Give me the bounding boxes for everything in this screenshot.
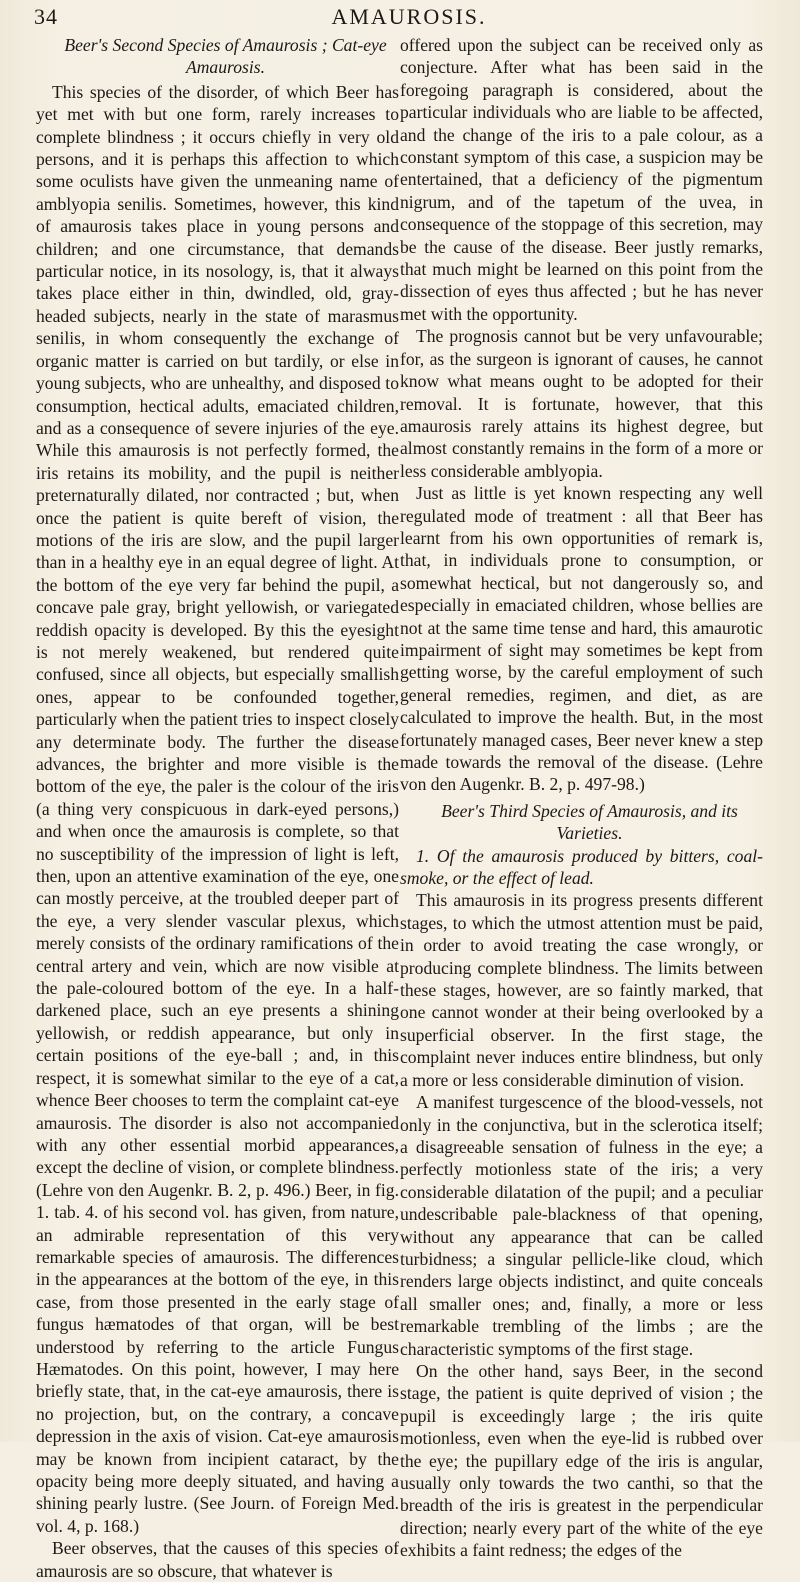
section-heading-third-species: Beer's Third Species of Amaurosis, and its (441, 800, 738, 821)
paragraph: Just as little is yet known respecting any well regulated mode of treatment : all that Beer has learnt from his own opportunities of remark is, that, in individuals prone to consumption, or somewhat hectical, but not dangerously so, and especially in emaciated children, whose bellies are not at the same time tense and hard, this amaurotic impairment of sight may sometimes be kept from getting worse, by the careful employment of such general remedies, regimen, and diet, as are calculated to improve the health. But, in the most fortunately managed cases, Beer never knew a step made towards the removal of the disease. (Lehre von den Augenkr. B. 2, p. 497-98.) (400, 483, 763, 795)
section-heading-third-species-sub: Varieties. (556, 823, 623, 844)
paragraph: This amaurosis in its progress presents different stages, to which the utmost attention must be paid, in order to avoid treating the case wrongly, or producing complete blindness. The limits between these stages, however, are so faintly marked, that one cannot wonder at their being overlooked by a superficial observer. In the first stage, the complaint never induces entire blindness, but only a more or less considerable diminution of vision. (400, 890, 763, 1090)
paragraph: On the other hand, says Beer, in the second stage, the patient is quite deprived of vision ; the pupil is exceedingly large ; the iris quite motionless, even when the eye-lid is rubbed over the eye; the pupillary edge of the iris is angular, usually only towards the two canthi, so that the breadth of the iris is greatest in the perpendicular direction; nearly every part of the white of the eye exhibits a faint redness; the edges of the (400, 1360, 763, 1561)
right-column (400, 34, 763, 1562)
page-header (34, 4, 784, 32)
running-title: AMAUROSIS. (331, 4, 487, 29)
section-heading-second-species-sub: Amaurosis. (185, 57, 266, 78)
left-column (36, 34, 399, 1582)
section-heading-second-species: Beer's Second Species of Amaurosis ; Cat-eye (64, 35, 387, 55)
paragraph: Beer observes, that the causes of this species of amaurosis are so obscure, that whatever is (36, 1538, 399, 1581)
page-number: 34 (34, 4, 58, 29)
paragraph: offered upon the subject can be received only as conjecture. After what has been said in the foregoing paragraph is considered, about the particular individuals who are liable to be affected, and the change of the iris to a pale colour, as a constant symptom of this case, a suspicion may be entertained, that a deficiency of the pigmentum nigrum, and of the tapetum of the uvea, in consequence of the stoppage of this secretion, may be the cause of the disease. Beer justly remarks, that much might be learned on this point from the dissection of eyes thus affected ; but he has never met with the opportunity. (400, 35, 763, 324)
paragraph: The prognosis cannot but be very unfavourable; for, as the surgeon is ignorant of causes, he cannot know what means ought to be adopted for their removal. It is fortunate, however, that this amaurosis rarely attains its highest degree, but almost constantly remains in the form of a more or less considerable amblyopia. (400, 326, 763, 481)
subsection-heading: 1. Of the amaurosis produced by bitters, coal-smoke, or the effect of lead. (400, 845, 763, 889)
paragraph: A manifest turgescence of the blood-vessels, not only in the conjunctiva, but in the sclerotica itself; a disagreeable sensation of fulness in the eye; a perfectly motionless state of the iris; a very considerable dilatation of the pupil; and a peculiar undescribable pale-blackness of that opening, without any appearance that can be called turbidness; a singular pellicle-like cloud, which renders large objects indistinct, and quite conceals all smaller ones; and, finally, a more or less remarkable trembling of the limbs ; are the characteristic symptoms of the first stage. (400, 1092, 763, 1359)
paragraph: This species of the disorder, of which Beer has yet met with but one form, rarely increases to complete blindness ; it occurs chiefly in very old persons, and it is perhaps this affection to which some oculists have given the unmeaning name of amblyopia senilis. Sometimes, however, this kind of amaurosis takes place in young persons and children; and one circumstance, that demands particular notice, in its nosology, is, that it always takes place either in thin, dwindled, old, gray-headed subjects, nearly in the state of marasmus senilis, in whom consequently the exchange of organic matter is carried on but tardily, or else in young subjects, who are unhealthy, and disposed to consumption, hectical adults, emaciated children, and as a consequence of severe injuries of the eye. While this amaurosis is not perfectly formed, the iris retains its mobility, and the pupil is neither preternaturally dilated, nor contracted ; but, when once the patient is quite bereft of vision, the motions of the iris are slow, and the pupil larger than in a healthy eye in an equal degree of light. At the bottom of the eye very far behind the pupil, a concave pale gray, bright yellowish, or variegated reddish opacity is developed. By this the eyesight is not merely weakened, but rendered quite confused, since all objects, but especially smallish ones, appear to be confounded together, particularly when the patient tries to inspect closely any determinate body. The further the disease advances, the brighter and more visible is the bottom of the eye, the paler is the colour of the iris (a thing very conspicuous in dark-eyed persons,) and when once the amaurosis is complete, so that no susceptibility of the impression of light is left, then, upon an attentive examination of the eye, one can mostly perceive, at the troubled deeper part of the eye, a very slender vascular plexus, which merely consists of the ordinary ramifications of the central artery and vein, which are now visible at the pale-coloured bottom of the eye. In a half-darkened place, such an eye presents a shining yellowish, or reddish appearance, but only in certain positions of the eye-ball ; and, in this respect, it is somewhat similar to the eye of a cat, whence Beer chooses to term the complaint cat-eye amaurosis. The disorder is also not accompanied with any other essential morbid appearances, except the decline of vision, or complete blindness. (Lehre von den Augenkr. B. 2, p. 496.) Beer, in fig. 1. tab. 4. of his second vol. has given, from nature, an admirable representation of this very remarkable species of amaurosis. The differences in the appearances at the bottom of the eye, in this case, from those presented in the early stage of fungus hæmatodes of that organ, will be best understood by referring to the article Fungus Hæmatodes. On this point, however, I may here briefly state, that, in the cat-eye amaurosis, there is no projection, but, on the contrary, a concave depression in the axis of vision. Cat-eye amaurosis may be known from incipient cataract, by the opacity being more deeply situated, and having a shining pearly lustre. (See Journ. of Foreign Med. vol. 4, p. 168.) (36, 81, 399, 1536)
